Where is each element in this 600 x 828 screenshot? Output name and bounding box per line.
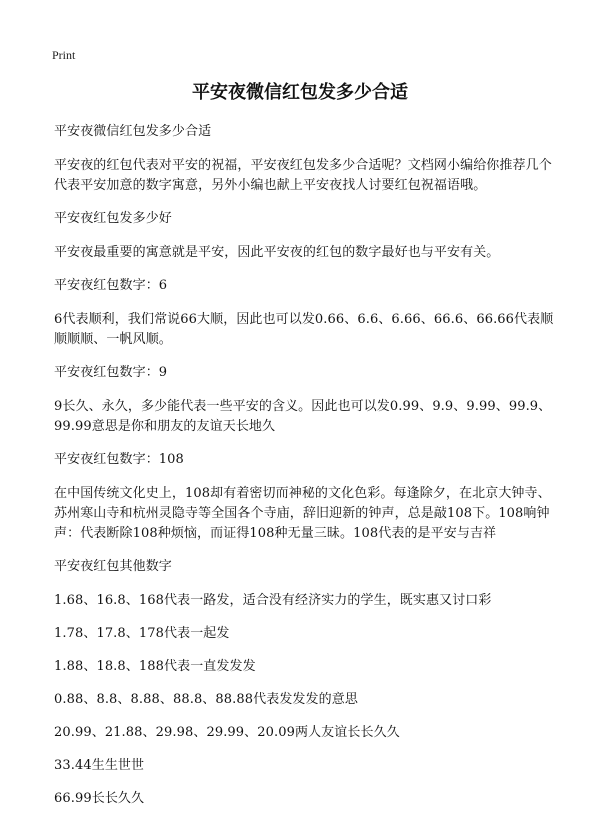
list-item: 0.88、8.8、8.88、88.8、88.88代表发发发的意思: [54, 692, 358, 707]
number-108-paragraph: 在中国传统文化史上，108却有着密切而神秘的文化色彩。每逢除夕，在北京大钟寺、苏州寒山寺和杭州灵隐寺等全国各个寺庙，辞旧迎新的钟声，总是敲108下。108响钟声：代表断除108种烦恼，而证得108种无量三昧。108代表的是平安与吉祥: [54, 486, 551, 541]
subtitle: 平安夜微信红包发多少合适: [54, 124, 212, 139]
meaning-paragraph: 平安夜最重要的寓意就是平安，因此平安夜的红包的数字最好也与平安有关。: [54, 245, 500, 260]
section-heading-other-numbers: 平安夜红包其他数字: [54, 559, 172, 574]
section-heading-number-108: 平安夜红包数字：108: [54, 452, 184, 467]
section-heading-how-much: 平安夜红包发多少好: [54, 211, 172, 226]
section-heading-number-9: 平安夜红包数字：9: [54, 365, 168, 380]
list-item: 1.88、18.8、188代表一直发发发: [54, 659, 256, 674]
section-heading-number-6: 平安夜红包数字：6: [54, 278, 168, 293]
intro-paragraph: 平安夜的红包代表对平安的祝福，平安夜红包发多少合适呢？文档网小编给你推荐几个代表平安加意的数字寓意，另外小编也献上平安夜找人讨要红包祝福语哦。: [54, 158, 552, 193]
list-item: 66.99长长久久: [54, 791, 145, 806]
number-6-paragraph: 6代表顺利，我们常说66大顺，因此也可以发0.66、6.6、6.66、66.6、66.66代表顺顺顺顺、一帆风顺。: [54, 312, 554, 347]
list-item: 33.44生生世世: [54, 758, 145, 773]
article-body: [54, 122, 554, 822]
list-item: 1.68、16.8、168代表一路发，适合没有经济实力的学生，既实惠又讨口彩: [54, 593, 492, 608]
print-link[interactable]: Print: [52, 48, 76, 62]
number-9-paragraph: 9长久、永久，多少能代表一些平安的含义。因此也可以发0.99、9.9、9.99、99.9、99.99意思是你和朋友的友谊天长地久: [54, 399, 552, 434]
list-item: 20.99、21.88、29.98、29.99、20.09两人友谊长长久久: [54, 725, 400, 740]
list-item: 1.78、17.8、178代表一起发: [54, 626, 230, 641]
page-title: 平安夜微信红包发多少合适: [192, 82, 408, 103]
